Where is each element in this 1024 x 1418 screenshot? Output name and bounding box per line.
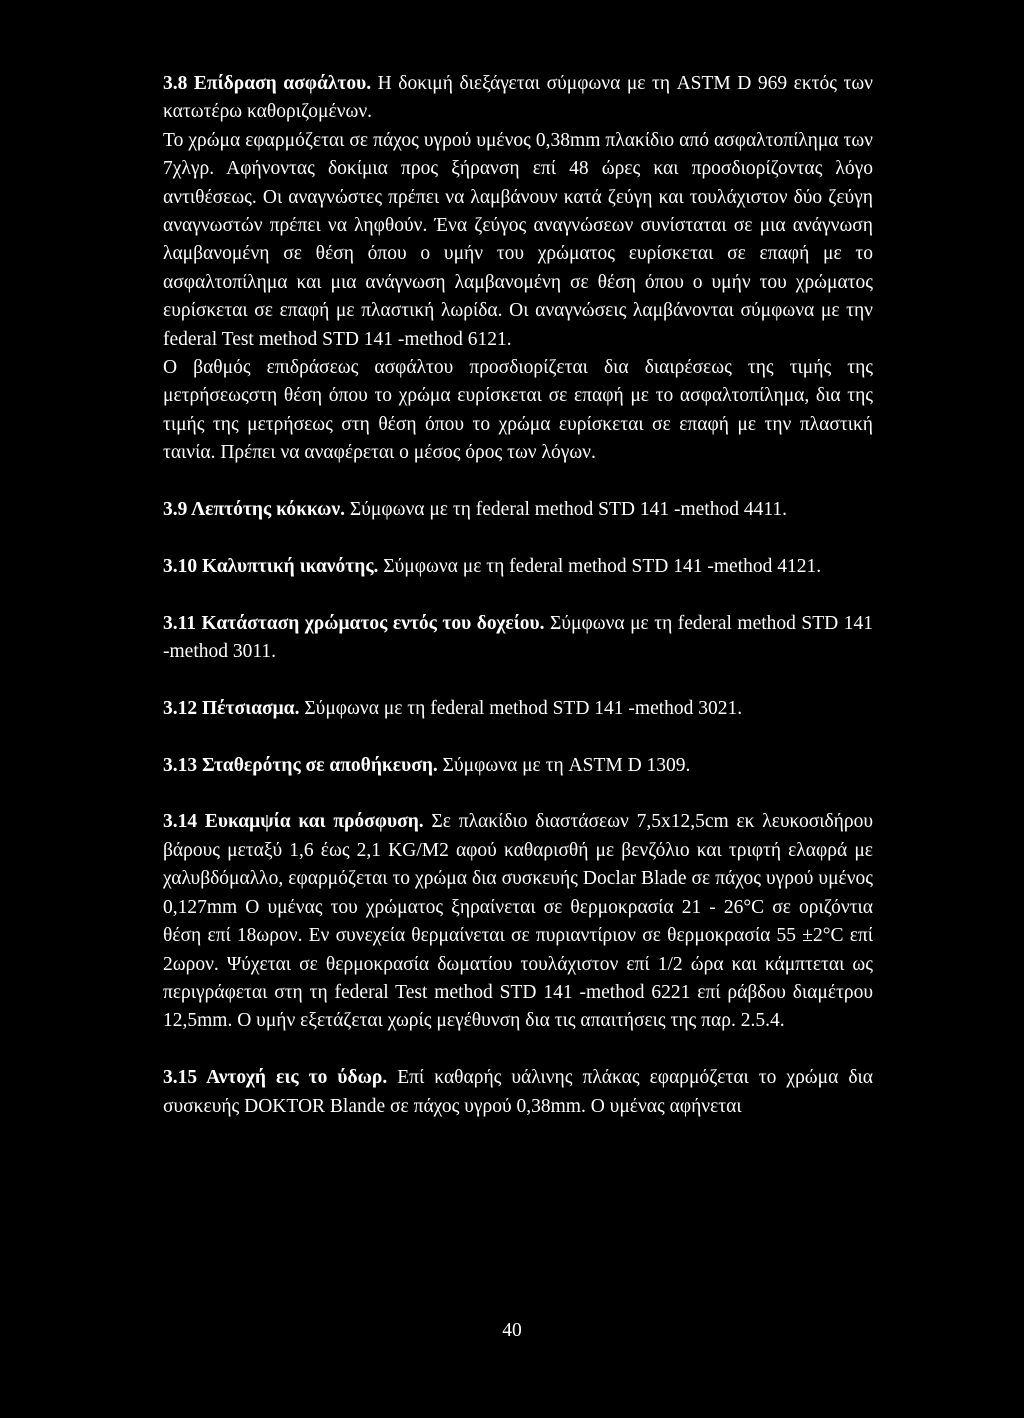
section-3-12 bbox=[163, 695, 873, 723]
section-text: Σύμφωνα με τη federal method STD 141 -method 4411. bbox=[345, 499, 787, 521]
section-text: Σύμφωνα με τη federal method STD 141 -method 4121. bbox=[378, 555, 822, 577]
section-heading: 3.15 Αντοχή εις το ύδωρ. bbox=[163, 1067, 388, 1089]
section-3-13 bbox=[163, 752, 873, 780]
section-heading: 3.14 Ευκαμψία και πρόσφυση. bbox=[163, 811, 424, 833]
section-heading: 3.8 Επίδραση ασφάλτου. bbox=[163, 73, 372, 94]
section-heading: 3.12 Πέτσιασμα. bbox=[163, 697, 300, 719]
document-body bbox=[163, 70, 873, 1121]
section-text: Επί καθαρής υάλινης πλάκας εφαρμόζεται το χρώμα δια συσκευής DOKTOR Blande σε πάχος υγρού 0,38mm. Ο υμένας αφήνεται bbox=[163, 1067, 873, 1117]
section-3-11 bbox=[163, 610, 873, 667]
section-heading: 3.13 Σταθερότης σε αποθήκευση. bbox=[163, 754, 438, 776]
section-heading: 3.11 Κατάσταση χρώματος εντός του δοχείου. bbox=[163, 612, 545, 634]
section-heading: 3.9 Λεπτότης κόκκων. bbox=[163, 499, 346, 521]
section-3-10 bbox=[163, 553, 873, 581]
section-text: Σύμφωνα με τη ASTM D 1309. bbox=[437, 754, 691, 776]
section-text: Η δοκιμή διεξάγεται σύμφωνα με τη ASTM D 969 εκτός των κατωτέρω καθοριζομένων. bbox=[163, 73, 873, 123]
section-3-8-paragraph: Ο βαθμός επιδράσεως ασφάλτου προσδιορίζεται δια διαιρέσεως της τιμής της μετρήσεωςστη θέση όπου το χρώμα ευρίσκεται σε επαφή με το ασφαλτοπίλημα, δια της τιμής της μετρήσεως στη θέση όπου το χρώμα ευρίσκεται σε επαφή με την πλαστική ταινία. Πρέπει να αναφέρεται ο μέσος όρος των λόγων. bbox=[163, 357, 873, 464]
section-3-15 bbox=[163, 1064, 873, 1121]
section-3-8-intro bbox=[163, 70, 873, 127]
section-3-8-paragraph: Το χρώμα εφαρμόζεται σε πάχος υγρού υμένος 0,38mm πλακίδιο από ασφαλτοπίλημα των 7χλγρ. Αφήνοντας δοκίμια προς ξήρανση επί 48 ώρες και προσδιορίζοντας λόγο αντιθέσεως. Οι αναγνώστες πρέπει να λαμβάνουν κατά ζεύγη και τουλάχιστον δύο ζεύγη αναγνωστών πρέπει να ληφθούν. Ένα ζεύγος αναγνώσεων συνίσταται σε μια ανάγνωση λαμβανομένη σε θέση όπου ο υμήν του χρώματος ευρίσκεται σε επαφή με το ασφαλτοπίλημα και μια ανάγνωση λαμβανομένη σε θέση όπου ο υμήν του χρώματος ευρίσκεται σε επαφή με πλαστική λωρίδα. Οι αναγνώσεις λαμβάνονται σύμφωνα με την federal Test method STD 141 -method 6121. bbox=[163, 129, 873, 350]
page-number: 40 bbox=[502, 1320, 522, 1341]
section-3-9 bbox=[163, 496, 873, 524]
section-text: Σύμφωνα με τη federal method STD 141 -method 3011. bbox=[163, 612, 873, 663]
section-text: Σε πλακίδιο διαστάσεων 7,5x12,5cm εκ λευκοσιδήρου βάρους μεταξύ 1,6 έως 2,1 KG/M2 αφού καθαρισθή με βενζόλιο και τριφτή ελαφρά με χαλυβδόμαλλο, εφαρμόζεται το χρώμα δια συσκευής Doclar Blade σε πάχος υγρού υμένος 0,127mm Ο υμένας του χρώματος ξηραίνεται σε θερμοκρασία 21 - 26°C σε οριζόντια θέση επί 18ωρον. Εν συνεχεία θερμαίνεται σε πυριαντίριον σε θερμοκρασία 55 ±2°C επί 2ωρον. Ψύχεται σε θερμοκρασία δωματίου τουλάχιστον επί 1/2 ώρα και κάμπτεται ως περιγράφεται στη τη federal Test method STD 141 -method 6221 επί ράβδου διαμέτρου 12,5mm. Ο υμήν εξετάζεται χωρίς μεγέθυνση δια τις απαιτήσεις της παρ. 2.5.4. bbox=[163, 811, 873, 1032]
section-heading: 3.10 Καλυπτική ικανότης. bbox=[163, 555, 379, 577]
section-3-14 bbox=[163, 808, 873, 1035]
section-text: Σύμφωνα με τη federal method STD 141 -method 3021. bbox=[299, 697, 743, 719]
